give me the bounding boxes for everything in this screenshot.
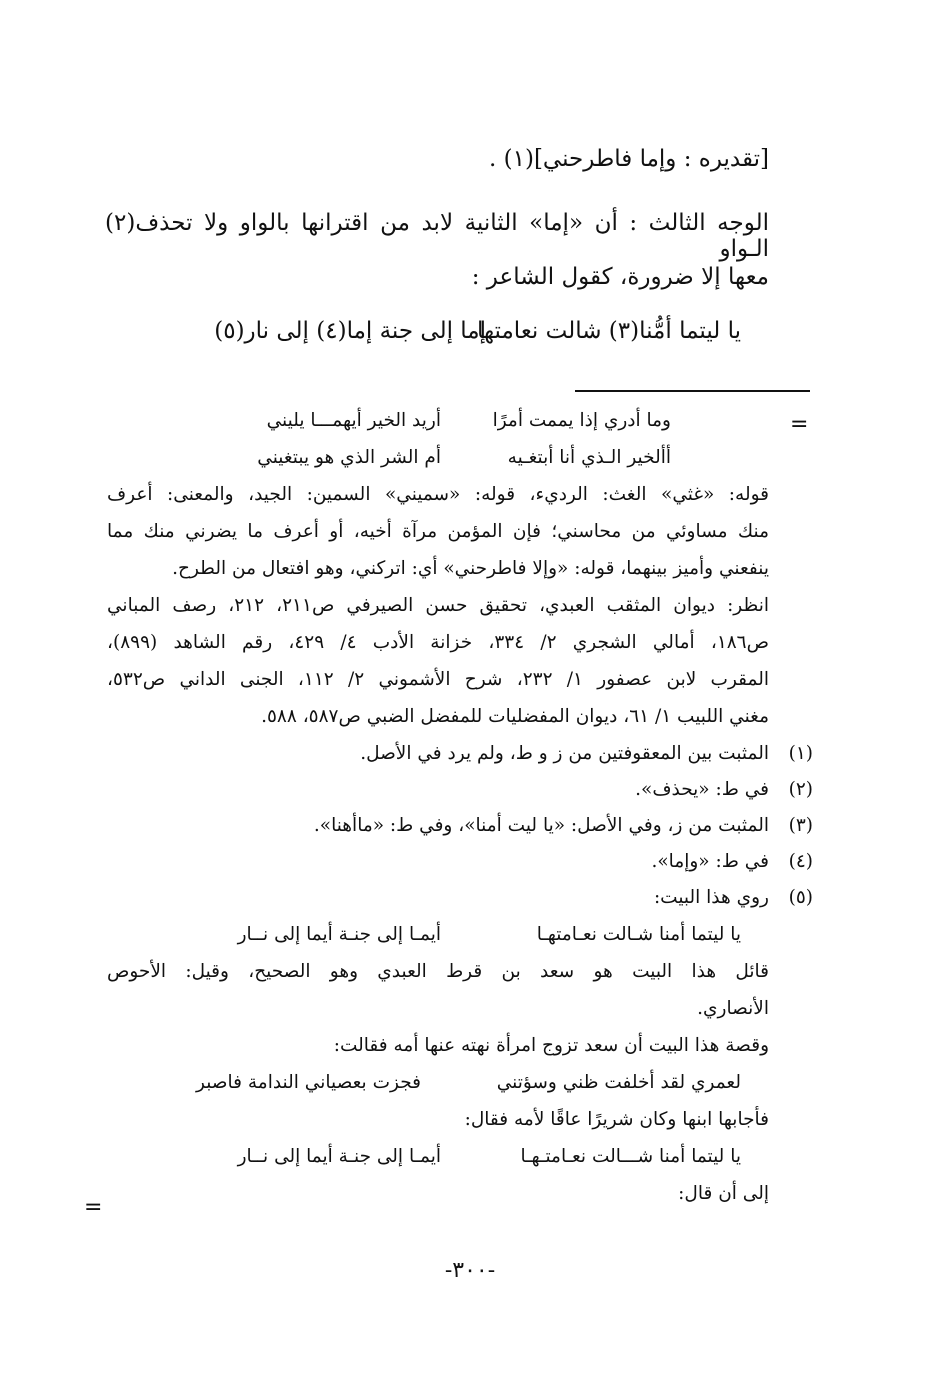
footnote-verse2-left: أم الشر الذي هو يبتغيني bbox=[257, 447, 441, 468]
footnote-verse3-right: يا ليتما أمنا شـالت نعـامتهـا bbox=[536, 924, 741, 945]
main-line-2: الوجه الثالث : أن «إما» الثانية لابد من اقترانها بالواو ولا تحذف(٢) الـواو bbox=[105, 210, 769, 262]
note-text: في ط: «وإما». bbox=[651, 851, 769, 872]
footnote-para3-line2: الأنصاري. bbox=[697, 998, 769, 1019]
note-text: في ط: «يحذف». bbox=[635, 779, 769, 800]
footnote-para2-line4: مغني اللبيب ١/ ٦١، ديوان المفضليات للمفضل الضبي ص٥٨٧، ٥٨٨. bbox=[261, 706, 769, 727]
note-number: (٤) bbox=[788, 851, 813, 872]
note-text: المثبت بين المعقوفتين من ز و ط، ولم يرد في الأصل. bbox=[360, 743, 769, 764]
footnote-para1-line3: ينفعني وأميز بينهما، قوله: «وإلا فاطرحني» أي: اتركني، وهو افتعال من الطرح. bbox=[172, 558, 769, 579]
note-number: (٣) bbox=[788, 815, 813, 836]
footnote-separator bbox=[575, 390, 810, 392]
footnote-para6: إلى أن قال: bbox=[678, 1183, 769, 1204]
continuation-marker: = bbox=[790, 412, 809, 437]
footnote-verse3-left: أيمـا إلى جنـة أيما إلى نــار bbox=[237, 924, 441, 945]
note-number: (١) bbox=[788, 743, 813, 764]
footnote-verse1-left: أريد الخير أيهمـــا يليني bbox=[266, 410, 441, 431]
note-number: (٢) bbox=[788, 779, 813, 800]
footnote-verse5-left: أيمـا إلى جنـة أيما إلى نــار bbox=[237, 1146, 441, 1167]
note-text: روي هذا البيت: bbox=[653, 887, 769, 908]
footnote-verse1-right: وما أدري إذا يممت أمرًا bbox=[492, 410, 671, 431]
main-verse-left-hemistich: إما إلى جنة إما(٤) إلى نار(٥) bbox=[214, 318, 486, 344]
page-number: -٣٠٠- bbox=[444, 1258, 496, 1283]
footnote-para2-line1: انظر: ديوان المثقب العبدي، تحقيق حسن الصيرفي ص٢١١، ٢١٢، رصف المباني bbox=[107, 595, 769, 616]
footnote-para2-line3: المقرب لابن عصفور ١/ ٢٣٢، شرح الأشموني ٢/ ١١٢، الجنى الداني ص٥٣٢، bbox=[107, 669, 770, 690]
note-number: (٥) bbox=[788, 887, 813, 908]
footnote-para1-line1: قوله: «غثي» الغث: الرديء، قوله: «سميني» السمين: الجيد، والمعنى: أعرف bbox=[107, 484, 769, 505]
footnote-para3-line1: قائل هذا البيت هو سعد بن قرط العبدي وهو الصحيح، وقيل: الأحوص bbox=[107, 961, 769, 982]
footnote-para1-line2: منك مساوئي من محاسني؛ فإن المؤمن مرآة أخيه، أو أعرف ما يضرني منك مما bbox=[107, 521, 769, 542]
main-line-3: معها إلا ضرورة، كقول الشاعر : bbox=[471, 264, 769, 290]
main-verse-right-hemistich: يا ليتما أمُّنا(٣) شالت نعامتها bbox=[476, 318, 741, 344]
main-line-1: [تقديره : وإما فاطرحني](١) . bbox=[489, 146, 769, 172]
end-continuation-marker: = bbox=[84, 1195, 103, 1220]
footnote-para2-line2: ص١٨٦، أمالي الشجري ٢/ ٣٣٤، خزانة الأدب ٤/ ٤٢٩، رقم الشاهد (٨٩٩)، bbox=[107, 632, 769, 653]
note-text: المثبت من ز، وفي الأصل: «يا ليت أمنا»، وفي ط: «ماأهنا». bbox=[313, 815, 769, 836]
footnote-para5: فأجابها ابنها وكان شريرًا عاقًا لأمه فقال: bbox=[464, 1109, 769, 1130]
footnote-para4: وقصة هذا البيت أن سعد تزوج امرأة نهته عنها أمه فقالت: bbox=[333, 1035, 769, 1056]
footnote-verse2-right: أألخير الـذي أنا أبتغـيه bbox=[507, 447, 671, 468]
footnote-verse4-left: فجزت بعصياني الندامة فاصبر bbox=[196, 1072, 421, 1093]
footnote-verse5-right: يا ليتما أمنا شـــالت نعـامتـهـا bbox=[520, 1146, 741, 1167]
footnote-verse4-right: لعمري لقد أخلفت ظني وسؤتني bbox=[496, 1072, 741, 1093]
